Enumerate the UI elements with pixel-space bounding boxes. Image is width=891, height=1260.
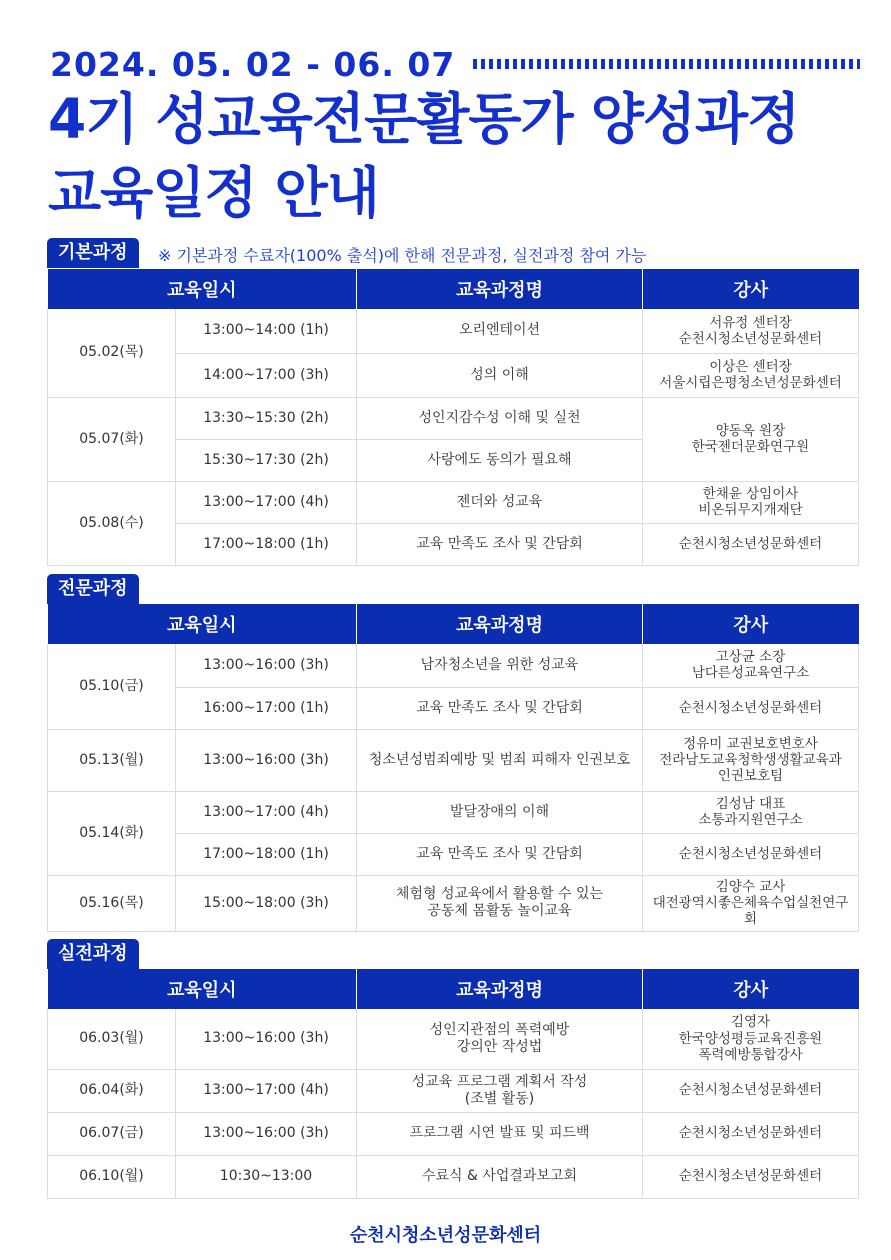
instructor-cell [643, 729, 859, 791]
dotted-divider [473, 59, 860, 69]
time-cell: 13:30~15:30 (2h) [176, 397, 357, 439]
date-cell: 05.07(화) [48, 397, 176, 481]
column-header-instructor: 강사 [643, 969, 859, 1009]
cell-line: (조별 활동) [464, 1090, 535, 1107]
cell-line: 서울시립은평청소년성문화센터 [659, 375, 842, 391]
column-header-course: 교육과정명 [357, 604, 643, 644]
page-title-line1: 4기 성교육전문활동가 양성과정 [48, 87, 800, 151]
course-name-cell [357, 1009, 643, 1069]
instructor-cell [643, 353, 859, 397]
instructor-cell [643, 1112, 859, 1155]
cell-line: 순천시청소년성문화센터 [678, 330, 823, 347]
time-cell: 13:00~16:00 (3h) [176, 729, 357, 791]
cell-line: 순천시청소년성문화센터 [678, 535, 823, 552]
cell-line: 양동옥 원장 [715, 422, 786, 439]
course-name-cell: 성의 이해 [357, 353, 643, 397]
instructor-cell [643, 397, 859, 481]
time-cell: 17:00~18:00 (1h) [176, 833, 357, 875]
schedule-table-expert [47, 604, 859, 932]
instructor-cell [643, 1069, 859, 1112]
cell-line: 김영자 [730, 1014, 771, 1031]
cell-line: 순천시청소년성문화센터 [678, 1082, 823, 1099]
course-name-cell: 프로그램 시연 발표 및 피드백 [357, 1112, 643, 1155]
cell-line: 체험형 성교육에서 활용할 수 있는 [395, 886, 604, 903]
page-title-line2: 교육일정 안내 [48, 161, 379, 225]
course-name-cell: 청소년성범죄예방 및 범죄 피해자 인권보호 [357, 729, 643, 791]
cell-line: 한채윤 상임이사 [702, 485, 799, 502]
table-row [48, 309, 859, 353]
schedule-table-practice [47, 969, 859, 1199]
eligibility-note: ※ 기본과정 수료자(100% 출석)에 한해 전문과정, 실전과정 참여 가능 [158, 246, 647, 265]
cell-line: 대전광역시좋은체육수업실천연구회 [652, 894, 849, 928]
date-cell: 06.10(월) [48, 1155, 176, 1198]
cell-line: 순천시청소년성문화센터 [678, 1125, 823, 1142]
date-range-row [50, 44, 860, 84]
column-header-instructor: 강사 [643, 604, 859, 644]
section-tag-expert: 전문과정 [47, 574, 139, 604]
schedule-table-basic [47, 269, 859, 566]
cell-line: 한국젠더문화연구원 [691, 439, 810, 455]
cell-line: 인권보호팀 [717, 768, 784, 785]
time-cell: 13:00~16:00 (3h) [176, 644, 357, 687]
instructor-cell [643, 687, 859, 729]
cell-line: 김양수 교사 [715, 878, 786, 895]
instructor-cell [643, 833, 859, 875]
column-header-course: 교육과정명 [357, 969, 643, 1009]
cell-line: 소통과지원연구소 [698, 812, 803, 828]
time-cell: 13:00~16:00 (3h) [176, 1009, 357, 1069]
cell-line: 이상은 센터장 [709, 358, 792, 375]
date-cell: 05.16(목) [48, 875, 176, 931]
column-header-course: 교육과정명 [357, 269, 643, 309]
time-cell: 13:00~17:00 (4h) [176, 481, 357, 523]
table-row [48, 397, 859, 439]
date-cell: 06.07(금) [48, 1112, 176, 1155]
date-cell: 06.04(화) [48, 1069, 176, 1112]
time-cell: 14:00~17:00 (3h) [176, 353, 357, 397]
date-range: 2024. 05. 02 - 06. 07 [50, 44, 456, 84]
course-name-cell: 오리엔테이션 [357, 309, 643, 353]
time-cell: 16:00~17:00 (1h) [176, 687, 357, 729]
date-cell: 05.13(월) [48, 729, 176, 791]
instructor-cell [643, 523, 859, 565]
time-cell: 13:00~17:00 (4h) [176, 791, 357, 833]
table-row [48, 729, 859, 791]
table-row [48, 644, 859, 687]
instructor-cell [643, 1155, 859, 1198]
column-header-datetime: 교육일시 [48, 604, 357, 644]
time-cell: 13:00~14:00 (1h) [176, 309, 357, 353]
instructor-cell [643, 791, 859, 833]
column-header-instructor: 강사 [643, 269, 859, 309]
table-row [48, 481, 859, 523]
cell-line: 순천시청소년성문화센터 [678, 845, 823, 862]
date-cell: 05.08(수) [48, 481, 176, 565]
date-cell: 05.02(목) [48, 309, 176, 397]
cell-line: 비온뒤무지개재단 [698, 502, 803, 518]
cell-line: 서유정 센터장 [709, 314, 792, 331]
course-name-cell: 젠더와 성교육 [357, 481, 643, 523]
time-cell: 13:00~17:00 (4h) [176, 1069, 357, 1112]
date-cell: 05.14(화) [48, 791, 176, 875]
cell-line: 순천시청소년성문화센터 [678, 1168, 823, 1185]
time-cell: 15:30~17:30 (2h) [176, 439, 357, 481]
course-name-cell: 교육 만족도 조사 및 간담회 [357, 687, 643, 729]
table-row [48, 875, 859, 931]
section-tag-practice: 실전과정 [47, 939, 139, 969]
instructor-cell [643, 1009, 859, 1069]
table-row [48, 1112, 859, 1155]
cell-line: 고상균 소장 [715, 649, 786, 666]
course-name-cell: 발달장애의 이해 [357, 791, 643, 833]
footer-organization: 순천시청소년성문화센터 [349, 1225, 542, 1246]
time-cell: 17:00~18:00 (1h) [176, 523, 357, 565]
cell-line: 정유미 교권보호변호사 [683, 735, 818, 752]
course-name-cell: 수료식 & 사업결과보고회 [357, 1155, 643, 1198]
course-name-cell: 사랑에도 동의가 필요해 [357, 439, 643, 481]
cell-line: 성교육 프로그램 계획서 작성 [411, 1073, 588, 1090]
course-name-cell: 남자청소년을 위한 성교육 [357, 644, 643, 687]
time-cell: 15:00~18:00 (3h) [176, 875, 357, 931]
date-cell: 06.03(월) [48, 1009, 176, 1069]
table-row [48, 791, 859, 833]
time-cell: 10:30~13:00 [176, 1155, 357, 1198]
cell-line: 강의안 작성법 [456, 1038, 543, 1055]
course-name-cell [357, 1069, 643, 1112]
column-header-datetime: 교육일시 [48, 269, 357, 309]
date-cell: 05.10(금) [48, 644, 176, 729]
cell-line: 남다른성교육연구소 [691, 665, 810, 682]
cell-line: 순천시청소년성문화센터 [678, 699, 823, 716]
column-header-datetime: 교육일시 [48, 969, 357, 1009]
instructor-cell [643, 875, 859, 931]
time-cell: 13:00~16:00 (3h) [176, 1112, 357, 1155]
instructor-cell [643, 644, 859, 687]
cell-line: 성인지관점의 폭력예방 [429, 1021, 570, 1038]
course-name-cell: 성인지감수성 이해 및 실천 [357, 397, 643, 439]
cell-line: 공동체 몸활동 놀이교육 [427, 903, 572, 919]
section-tag-basic: 기본과정 [47, 238, 139, 268]
table-row [48, 1155, 859, 1198]
table-row [48, 1009, 859, 1069]
cell-line: 폭력예방통합강사 [698, 1046, 803, 1063]
instructor-cell [643, 481, 859, 523]
course-name-cell [357, 875, 643, 931]
cell-line: 한국양성평등교육진흥원 [678, 1030, 823, 1047]
instructor-cell [643, 309, 859, 353]
table-row [48, 1069, 859, 1112]
course-name-cell: 교육 만족도 조사 및 간담회 [357, 523, 643, 565]
cell-line: 전라남도교육청학생생활교육과 [659, 751, 842, 768]
course-name-cell: 교육 만족도 조사 및 간담회 [357, 833, 643, 875]
cell-line: 김성남 대표 [715, 795, 786, 812]
